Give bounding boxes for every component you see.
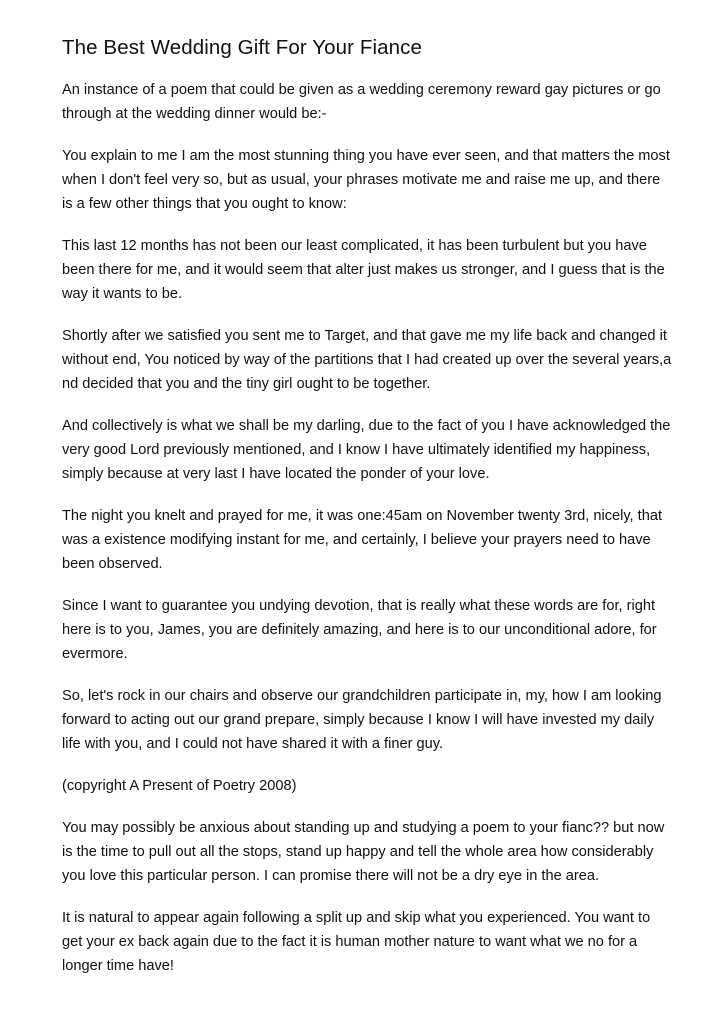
- document-page: [62, 34, 672, 996]
- paragraph-poem-2: This last 12 months has not been our least complicated, it has been turbulent but you have been there for me, and it would seem that alter just makes us stronger, and I guess that is the way it wants to be.: [62, 238, 665, 302]
- paragraph-breakup: It is natural to appear again following a split up and skip what you experienced. You want to get your ex back again due to the fact it is human mother nature to want what we no for a longer time have!: [62, 910, 651, 974]
- document-title: The Best Wedding Gift For Your Fiance: [62, 36, 422, 59]
- paragraph-advice: You may possibly be anxious about standing up and studying a poem to your fianc?? but now is the time to pull out all the stops, stand up happy and tell the whole area how considerably you love this particular person. I can promise there will not be a dry eye in the area.: [62, 820, 665, 884]
- paragraph-poem-4: And collectively is what we shall be my darling, due to the fact of you I have acknowledged the very good Lord previously mentioned, and I know I have ultimately identified my happiness, simply because at very last I have located the ponder of your love.: [62, 418, 671, 482]
- paragraph-poem-7: So, let's rock in our chairs and observe our grandchildren participate in, my, how I am looking forward to acting out our grand prepare, simply because I know I will have invested my daily life with you, and I could not have shared it with a finer guy.: [62, 688, 662, 752]
- paragraph-poem-5: The night you knelt and prayed for me, it was one:45am on November twenty 3rd, nicely, that was a existence modifying instant for me, and certainly, I believe your prayers need to have been observed.: [62, 508, 663, 572]
- paragraph-poem-1: You explain to me I am the most stunning thing you have ever seen, and that matters the most when I don't feel very so, but as usual, your phrases motivate me and raise me up, and there is a few other things that you ought to know:: [62, 148, 670, 212]
- paragraph-intro: An instance of a poem that could be given as a wedding ceremony reward gay pictures or go through at the wedding dinner would be:-: [62, 82, 661, 122]
- paragraph-copyright: (copyright A Present of Poetry 2008): [62, 778, 297, 794]
- paragraph-poem-6: Since I want to guarantee you undying devotion, that is really what these words are for, right here is to you, James, you are definitely amazing, and here is to our unconditional adore, for evermore.: [62, 598, 657, 662]
- paragraph-poem-3: Shortly after we satisfied you sent me to Target, and that gave me my life back and changed it without end, You noticed by way of the partitions that I had created up over the several years,a nd decided that you and the tiny girl ought to be together.: [62, 328, 672, 392]
